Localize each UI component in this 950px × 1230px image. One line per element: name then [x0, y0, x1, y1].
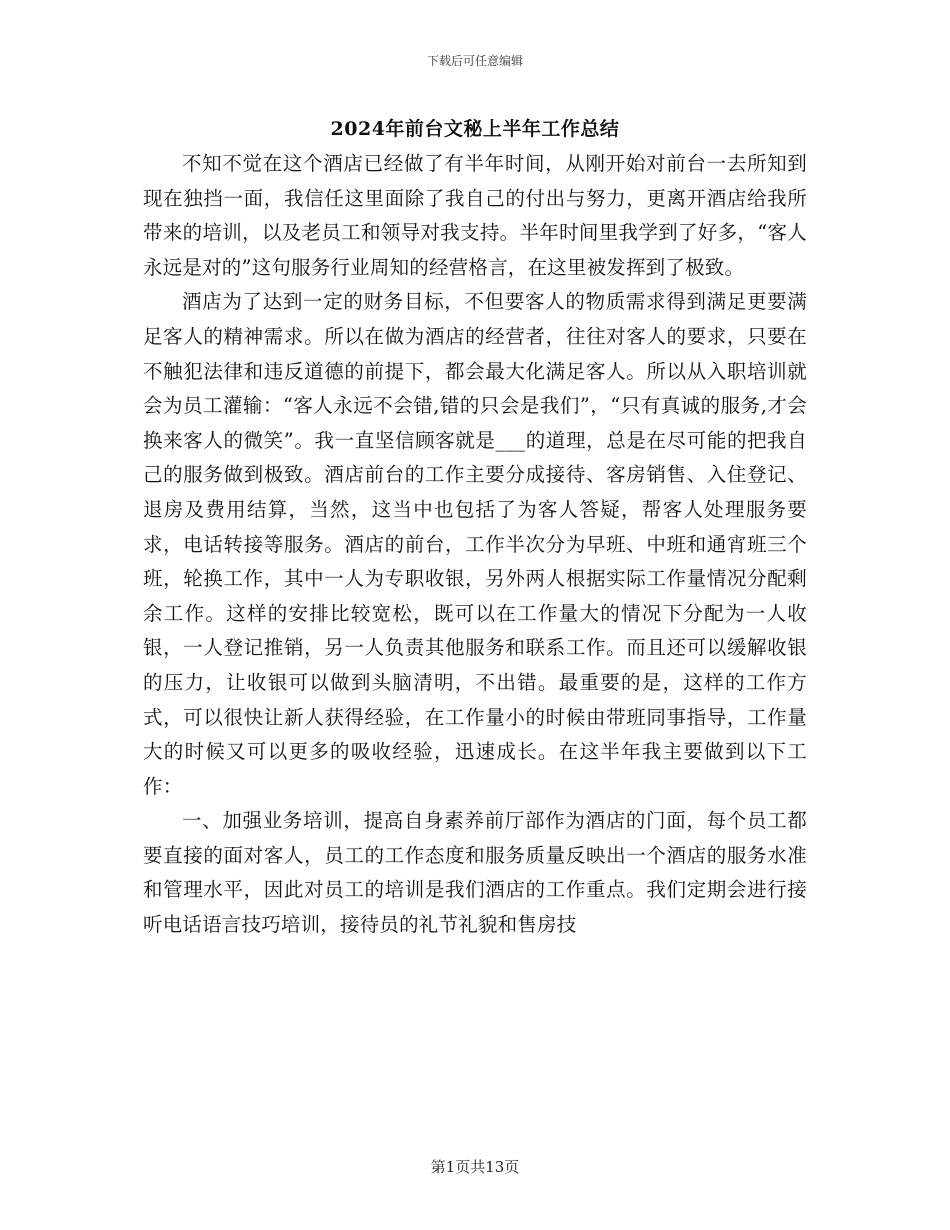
paragraph-intro: 不知不觉在这个酒店已经做了有半年时间，从刚开始对前台一去所知到现在独挡一面，我信任这里面除了我自己的付出与努力，更离开酒店给我所带来的培训，以及老员工和领导对我支持。半年时间里我学到了好多，“客人永远是对的”这句服务行业周知的经营格言，在这里被发挥到了极致。 — [143, 152, 807, 279]
paragraph-front-desk-work: 酒店为了达到一定的财务目标，不但要客人的物质需求得到满足更要满足客人的精神需求。所以在做为酒店的经营者，往往对客人的要求，只要在不触犯法律和违反道德的前提下，都会最大化满足客人。所以从入职培训就会为员工灌输：“客人永远不会错,错的只会是我们”，“只有真诚的服务,才会换来客人的微笑”。我一直坚信顾客就是___的道理，总是在尽可能的把我自己的服务做到极致。酒店前台的工作主要分成接待、客房销售、入住登记、退房及费用结算，当然，这当中也包括了为客人答疑，帮客人处理服务要求，电话转接等服务。酒店的前台，工作半次分为早班、中班和通宵班三个班，轮换工作，其中一人为专职收银，另外两人根据实际工作量情况分配剩余工作。这样的安排比较宽松，既可以在工作量大的情况下分配为一人收银，一人登记推销，另一人负责其他服务和联系工作。而且还可以缓解收银的压力，让收银可以做到头脑清明，不出错。最重要的是，这样的工作方式，可以很快让新人获得经验，在工作量小的时候由带班同事指导，工作量大的时候又可以更多的吸收经验，迅速成长。在这半年我主要做到以下工作： — [143, 290, 807, 798]
document-title: 2024年前台文秘上半年工作总结 — [330, 118, 620, 140]
page-footer: 第1页共13页 — [430, 1158, 520, 1176]
document-body — [143, 147, 807, 943]
header-note: 下载后可任意编辑 — [426, 54, 523, 68]
paragraph-training: 一、加强业务培训，提高自身素养前厅部作为酒店的门面，每个员工都要直接的面对客人，员工的工作态度和服务质量反映出一个酒店的服务水准和管理水平，因此对员工的培训是我们酒店的工作重点。我们定期会进行接听电话语言技巧培训，接待员的礼节礼貌和售房技 — [143, 809, 807, 937]
